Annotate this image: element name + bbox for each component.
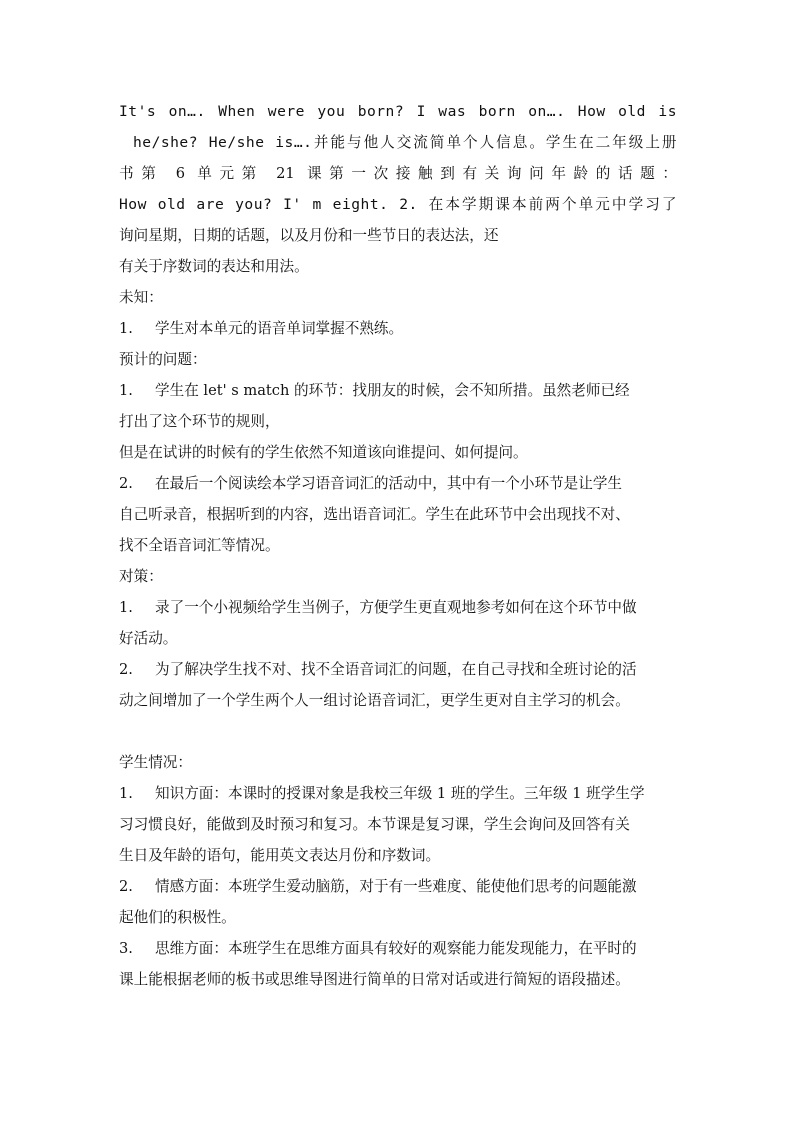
- paragraph-line: 动之间增加了一个学生两个人一组讨论语音词汇，更学生更对自主学习的机会。: [119, 692, 630, 709]
- section-heading-issues: 预计的问题：: [119, 351, 207, 368]
- paragraph-line: 生日及年龄的语句，能用英文表达月份和序数词。: [119, 847, 441, 864]
- list-item: [119, 592, 677, 623]
- list-text: 思维方面：本班学生在思维方面具有较好的观察能力能发现能力，在平时的: [155, 940, 637, 957]
- section-heading-students: 学生情况：: [119, 754, 192, 771]
- list-item: [119, 375, 677, 406]
- paragraph-line: 课上能根据老师的板书或思维导图进行简单的日常对话或进行简短的语段描述。: [119, 971, 630, 988]
- list-number: 1.: [119, 599, 133, 616]
- paragraph-line: 找不全语音词汇等情况。: [119, 537, 280, 554]
- list-text: 学生在 let' s match 的环节：找朋友的时候，会不知所措。虽然老师已经: [155, 382, 630, 399]
- document-body: [119, 96, 677, 995]
- list-text: 情感方面：本班学生爱动脑筋，对于有一些难度、能使他们思考的问题能激: [155, 878, 637, 895]
- list-number: 2.: [119, 878, 133, 895]
- list-text: 录了一个小视频给学生当例子，方便学生更直观地参考如何在这个环节中做: [155, 599, 637, 616]
- list-item: [119, 654, 677, 685]
- paragraph-line: 起他们的积极性。: [119, 909, 236, 926]
- list-number: 3.: [119, 940, 133, 957]
- list-item: [119, 871, 677, 902]
- paragraph-line: 自己听录音，根据听到的内容，选出语音词汇。学生在此环节中会出现找不对、: [119, 506, 630, 523]
- paragraph-line: 打出了这个环节的规则，: [119, 413, 280, 430]
- list-text: 在最后一个阅读绘本学习语音词汇的活动中，其中有一个小环节是让学生: [155, 475, 623, 492]
- list-text: 学生对本单元的语音单词掌握不熟练。: [155, 320, 404, 337]
- list-number: 1.: [119, 382, 133, 399]
- paragraph-line: 好活动。: [119, 630, 178, 647]
- section-heading-unknown: 未知：: [119, 289, 163, 306]
- list-item: [119, 933, 677, 964]
- list-item: [119, 313, 677, 344]
- paragraph-line: 但是在试讲的时候有的学生依然不知道该向谁提问、如何提问。: [119, 444, 528, 461]
- paragraph-line: 有关于序数词的表达和用法。: [119, 258, 309, 275]
- list-text: 为了解决学生找不对、找不全语音词汇的问题，在自己寻找和全班讨论的活: [155, 661, 637, 678]
- blank-line: [119, 716, 677, 747]
- list-item: [119, 468, 677, 499]
- paragraph-line: 习习惯良好，能做到及时预习和复习。本节课是复习课，学生会询问及回答有关: [119, 816, 630, 833]
- paragraph-line: It's on…. When were you born? I was born on…. How old is: [119, 103, 677, 120]
- section-heading-measures: 对策：: [119, 568, 163, 585]
- list-number: 2.: [119, 475, 133, 492]
- list-text: 知识方面：本课时的授课对象是我校三年级 1 班的学生。三年级 1 班学生学: [155, 785, 645, 802]
- paragraph-line: he/she? He/she is….并能与他人交流简单个人信息。学生在二年级上册: [133, 134, 677, 151]
- paragraph-line: 询问星期，日期的话题，以及月份和一些节日的表达法，还: [119, 227, 499, 244]
- list-number: 1.: [119, 320, 133, 337]
- paragraph-line: How old are you? I' m eight. 2. 在本学期课本前两个单元中学习了: [119, 196, 677, 213]
- list-item: [119, 778, 677, 809]
- paragraph-line: 书第 6 单元第 21 课第一次接触到有关询问年龄的话题：: [119, 165, 677, 182]
- list-number: 1.: [119, 785, 133, 802]
- list-number: 2.: [119, 661, 133, 678]
